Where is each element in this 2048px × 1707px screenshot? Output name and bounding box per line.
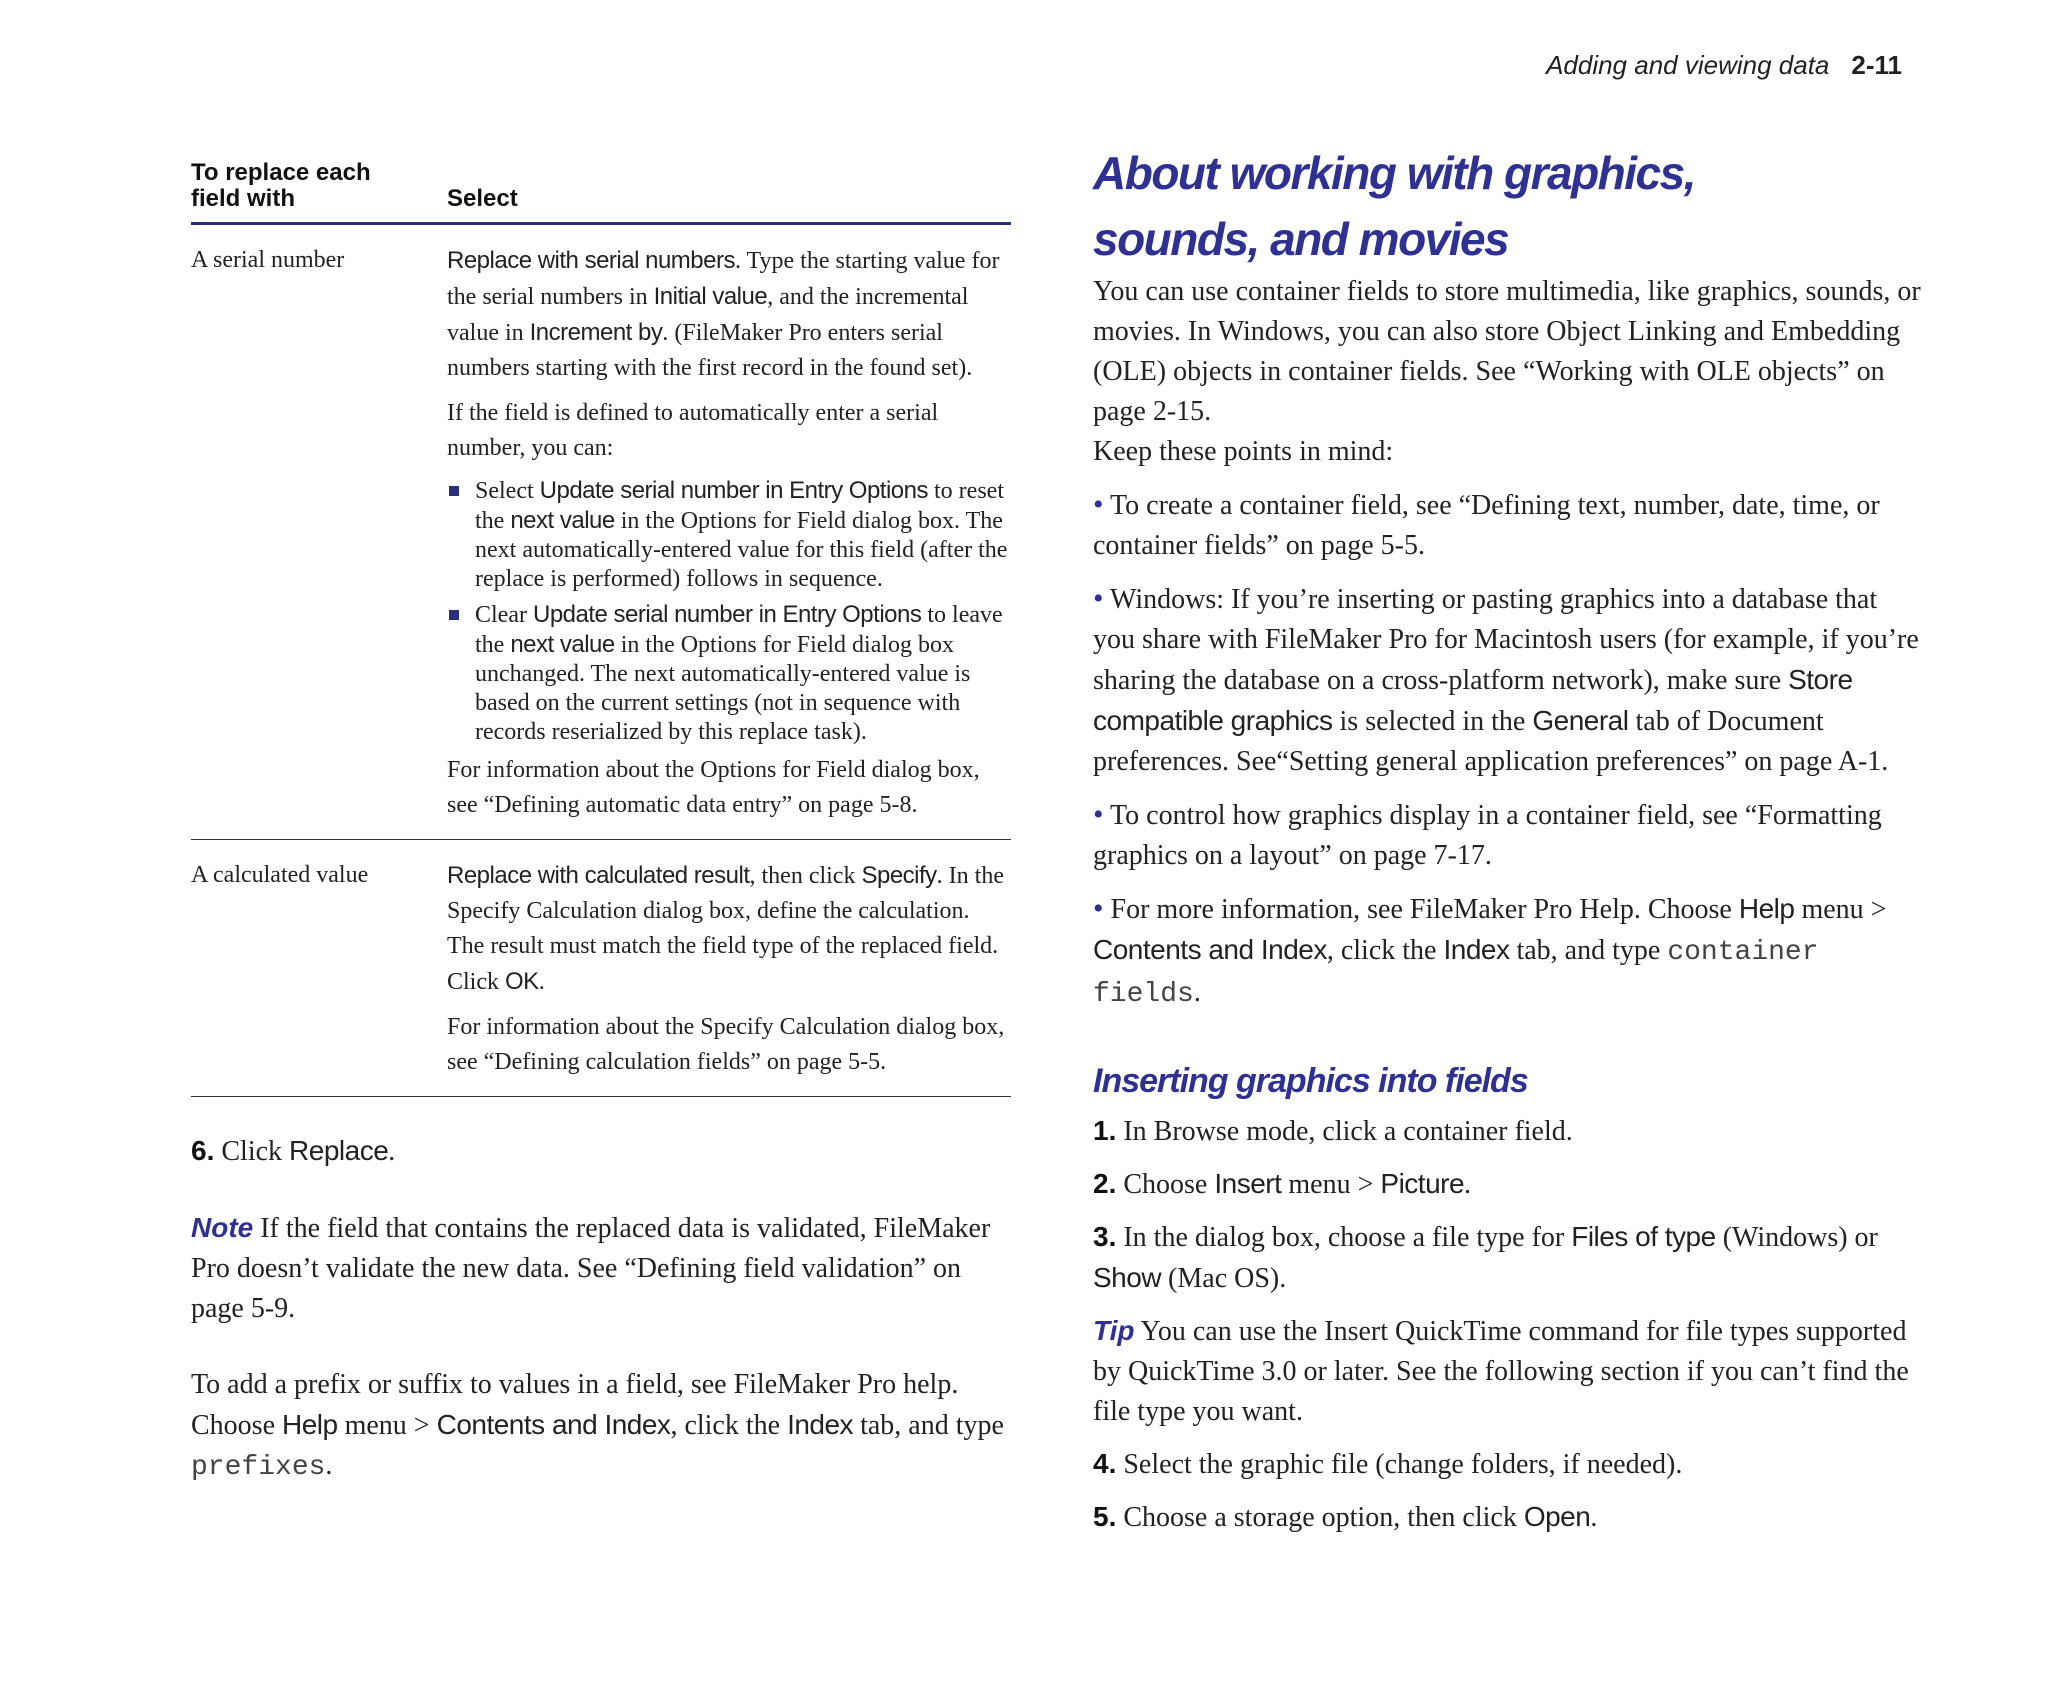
ui-term: next value — [510, 507, 615, 534]
text: menu > — [1281, 1169, 1381, 1200]
ui-term: Help — [1738, 893, 1795, 924]
step-3 — [1093, 1217, 1923, 1299]
heading-line-2: sounds, and movies — [1093, 213, 1509, 265]
text: is selected in the — [1332, 706, 1533, 737]
ui-term: Open — [1523, 1501, 1591, 1532]
ui-term: Files of type — [1571, 1221, 1716, 1252]
bullet-4 — [1093, 889, 1923, 1015]
text: . — [1464, 1169, 1472, 1200]
text: In the dialog box, choose a file type for — [1116, 1222, 1572, 1253]
text: To control how graphics display in a container field, see “Formatting graphics on a layout” on page 7-17. — [1093, 800, 1882, 871]
table-header — [191, 160, 1011, 225]
text: Click — [214, 1136, 290, 1167]
text: Select the graphic file (change folders, if needed). — [1116, 1449, 1683, 1480]
col1-header-line2: field with — [191, 185, 295, 212]
bullet-icon: • — [1093, 582, 1104, 615]
ui-term: Specify — [861, 862, 937, 889]
step-number: 4. — [1093, 1448, 1117, 1479]
step-number: 2. — [1093, 1168, 1117, 1199]
step-6 — [191, 1131, 1011, 1172]
text: menu > — [337, 1410, 437, 1441]
bullet-3 — [1093, 795, 1923, 876]
bullet-icon: • — [1093, 892, 1104, 925]
bullet-1 — [1093, 485, 1923, 566]
text: Choose — [1116, 1169, 1215, 1200]
text: . — [1193, 977, 1201, 1008]
text: (Mac OS). — [1161, 1263, 1287, 1294]
calc-p1 — [447, 858, 1011, 1000]
serial-p2: If the field is defined to automatically enter a serial number, you can: — [447, 400, 939, 461]
text: . — [325, 1450, 333, 1481]
text: Windows: If you’re inserting or pasting graphics into a database that you share with FileMaker Pro for Macintosh users (for example, if you’re sharing the database on a cross-platform network), make sure — [1093, 584, 1919, 696]
step-5 — [1093, 1497, 1923, 1538]
intro-paragraph: You can use container fields to store multimedia, like graphics, sounds, or movies. In Windows, you can also store Object Linking and Embedding (OLE) objects in container fields. See “Working with OLE objects” on page 2-15. — [1093, 276, 1921, 427]
text: . In the Specify Calculation dialog box, define the calculation. The result must match the field type of the replaced field. Click — [447, 863, 1004, 995]
text: , click the — [670, 1410, 788, 1441]
ui-term: Insert — [1214, 1168, 1282, 1199]
row-label-calc: A calculated value — [191, 862, 369, 888]
text: to leave the — [475, 602, 1003, 658]
row-content-calc — [447, 858, 1011, 1080]
code-text: container fields — [1093, 937, 1819, 1010]
text: tab, and type — [1509, 935, 1668, 966]
text: . (FileMaker Pro enters serial numbers starting with the first record in the found set). — [447, 320, 973, 381]
step-number: 6. — [191, 1135, 215, 1166]
text: menu > — [1794, 894, 1887, 925]
heading-line-1: About working with graphics, — [1093, 147, 1695, 199]
text: Choose a storage option, then click — [1116, 1502, 1524, 1533]
serial-p1 — [447, 243, 1011, 386]
text: In Browse mode, click a container field. — [1116, 1116, 1573, 1147]
ui-term: Picture — [1380, 1168, 1465, 1199]
code-text: prefixes — [191, 1452, 326, 1483]
ui-term: OK — [505, 968, 539, 995]
table-row-calc — [191, 839, 1011, 1097]
right-column — [1093, 140, 1923, 1538]
left-column — [191, 160, 1011, 1488]
running-header — [1546, 50, 1902, 81]
ui-term: Show — [1093, 1262, 1162, 1293]
text: Select — [475, 478, 540, 504]
step-number: 5. — [1093, 1501, 1117, 1532]
bullet-icon: • — [1093, 488, 1104, 521]
calc-p2: For information about the Specify Calculation dialog box, see “Defining calculation fields” on page 5-5. — [447, 1014, 1005, 1075]
note-paragraph — [191, 1208, 1011, 1329]
text: tab, and type — [853, 1410, 1004, 1441]
text: , then click — [749, 863, 862, 889]
ui-term: Increment by — [529, 319, 663, 346]
ui-term: Replace — [289, 1135, 389, 1166]
ui-term: Update serial number in Entry Options — [539, 477, 929, 504]
subheading: Inserting graphics into fields — [1093, 1062, 1528, 1100]
table-header-col2: Select — [447, 185, 518, 212]
bullet-2 — [1093, 579, 1923, 782]
ui-term: Help — [282, 1409, 338, 1440]
ui-term: Contents and Index — [436, 1409, 671, 1440]
serial-bullet-1 — [447, 476, 1011, 594]
text: You can use the Insert QuickTime command for file types supported by QuickTime 3.0 or later. See the following section if you can’t find the file type you want. — [1093, 1316, 1909, 1427]
ui-term: Index — [1443, 934, 1510, 965]
ui-term: Replace with serial numbers — [447, 247, 735, 274]
row-label-serial: A serial number — [191, 247, 345, 273]
text: . — [388, 1136, 396, 1167]
serial-p3: For information about the Options for Field dialog box, see “Defining automatic data entry” on page 5-8. — [447, 757, 980, 818]
text: To add a prefix or suffix to values in a field, see FileMaker Pro help. Choose — [191, 1369, 959, 1441]
ui-term: Update serial number in Entry Options — [532, 601, 922, 628]
text: , click the — [1326, 935, 1444, 966]
step-4 — [1093, 1444, 1923, 1485]
note-label: Note — [191, 1212, 254, 1243]
table-header-col1 — [191, 160, 447, 212]
row-content-serial — [447, 243, 1011, 823]
page-number: 2-11 — [1851, 50, 1902, 80]
text: . — [1590, 1502, 1598, 1533]
text: tab of Document preferences. See“Setting general application preferences” on page A-1. — [1093, 706, 1889, 777]
text: in the Options for Field dialog box. The next automatically-entered value for this field (after the replace is performed) follows in sequence. — [475, 508, 1008, 592]
step-2 — [1093, 1164, 1923, 1205]
ui-term: Store compatible graphics — [1093, 664, 1853, 736]
ui-term: Contents and Index — [1093, 934, 1327, 965]
step-1 — [1093, 1111, 1923, 1152]
text: . — [538, 969, 545, 995]
text: Clear — [475, 602, 533, 628]
text: (Windows) or — [1715, 1222, 1878, 1253]
tip-label: Tip — [1093, 1315, 1135, 1346]
square-bullet-icon — [449, 610, 459, 620]
text: For more information, see FileMaker Pro Help. Choose — [1103, 894, 1739, 925]
table-row-serial — [191, 225, 1011, 839]
ui-term: next value — [510, 631, 615, 658]
text: to reset the — [475, 478, 1004, 534]
ui-term: General — [1532, 705, 1629, 736]
tip-paragraph — [1093, 1311, 1923, 1432]
ui-term: Index — [787, 1409, 854, 1440]
text: To create a container field, see “Defining text, number, date, time, or container fields” on page 5-5. — [1093, 490, 1880, 561]
text: , and the incremental value in — [447, 284, 969, 346]
step-number: 1. — [1093, 1115, 1117, 1146]
text: If the field that contains the replaced data is validated, FileMaker Pro doesn’t validate the new data. See “Defining field validation” on page 5-9. — [191, 1213, 991, 1324]
text: . Type the starting value for the serial numbers in — [447, 248, 1000, 310]
bullet-icon: • — [1093, 798, 1104, 831]
text: in the Options for Field dialog box unchanged. The next automatically-entered value is based on the current settings (not in sequence with records reserialized by this replace task). — [475, 632, 971, 745]
step-number: 3. — [1093, 1221, 1117, 1252]
prefix-paragraph — [191, 1365, 1011, 1488]
serial-bullets — [447, 476, 1011, 747]
serial-bullet-2 — [447, 600, 1011, 747]
col1-header-line1: To replace each — [191, 159, 371, 186]
keep-in-mind: Keep these points in mind: — [1093, 436, 1394, 467]
square-bullet-icon — [449, 486, 459, 496]
ui-term: Initial value — [653, 283, 768, 310]
ui-term: Replace with calculated result — [447, 862, 750, 889]
section-title: Adding and viewing data — [1546, 50, 1830, 80]
section-heading — [1093, 140, 1923, 272]
